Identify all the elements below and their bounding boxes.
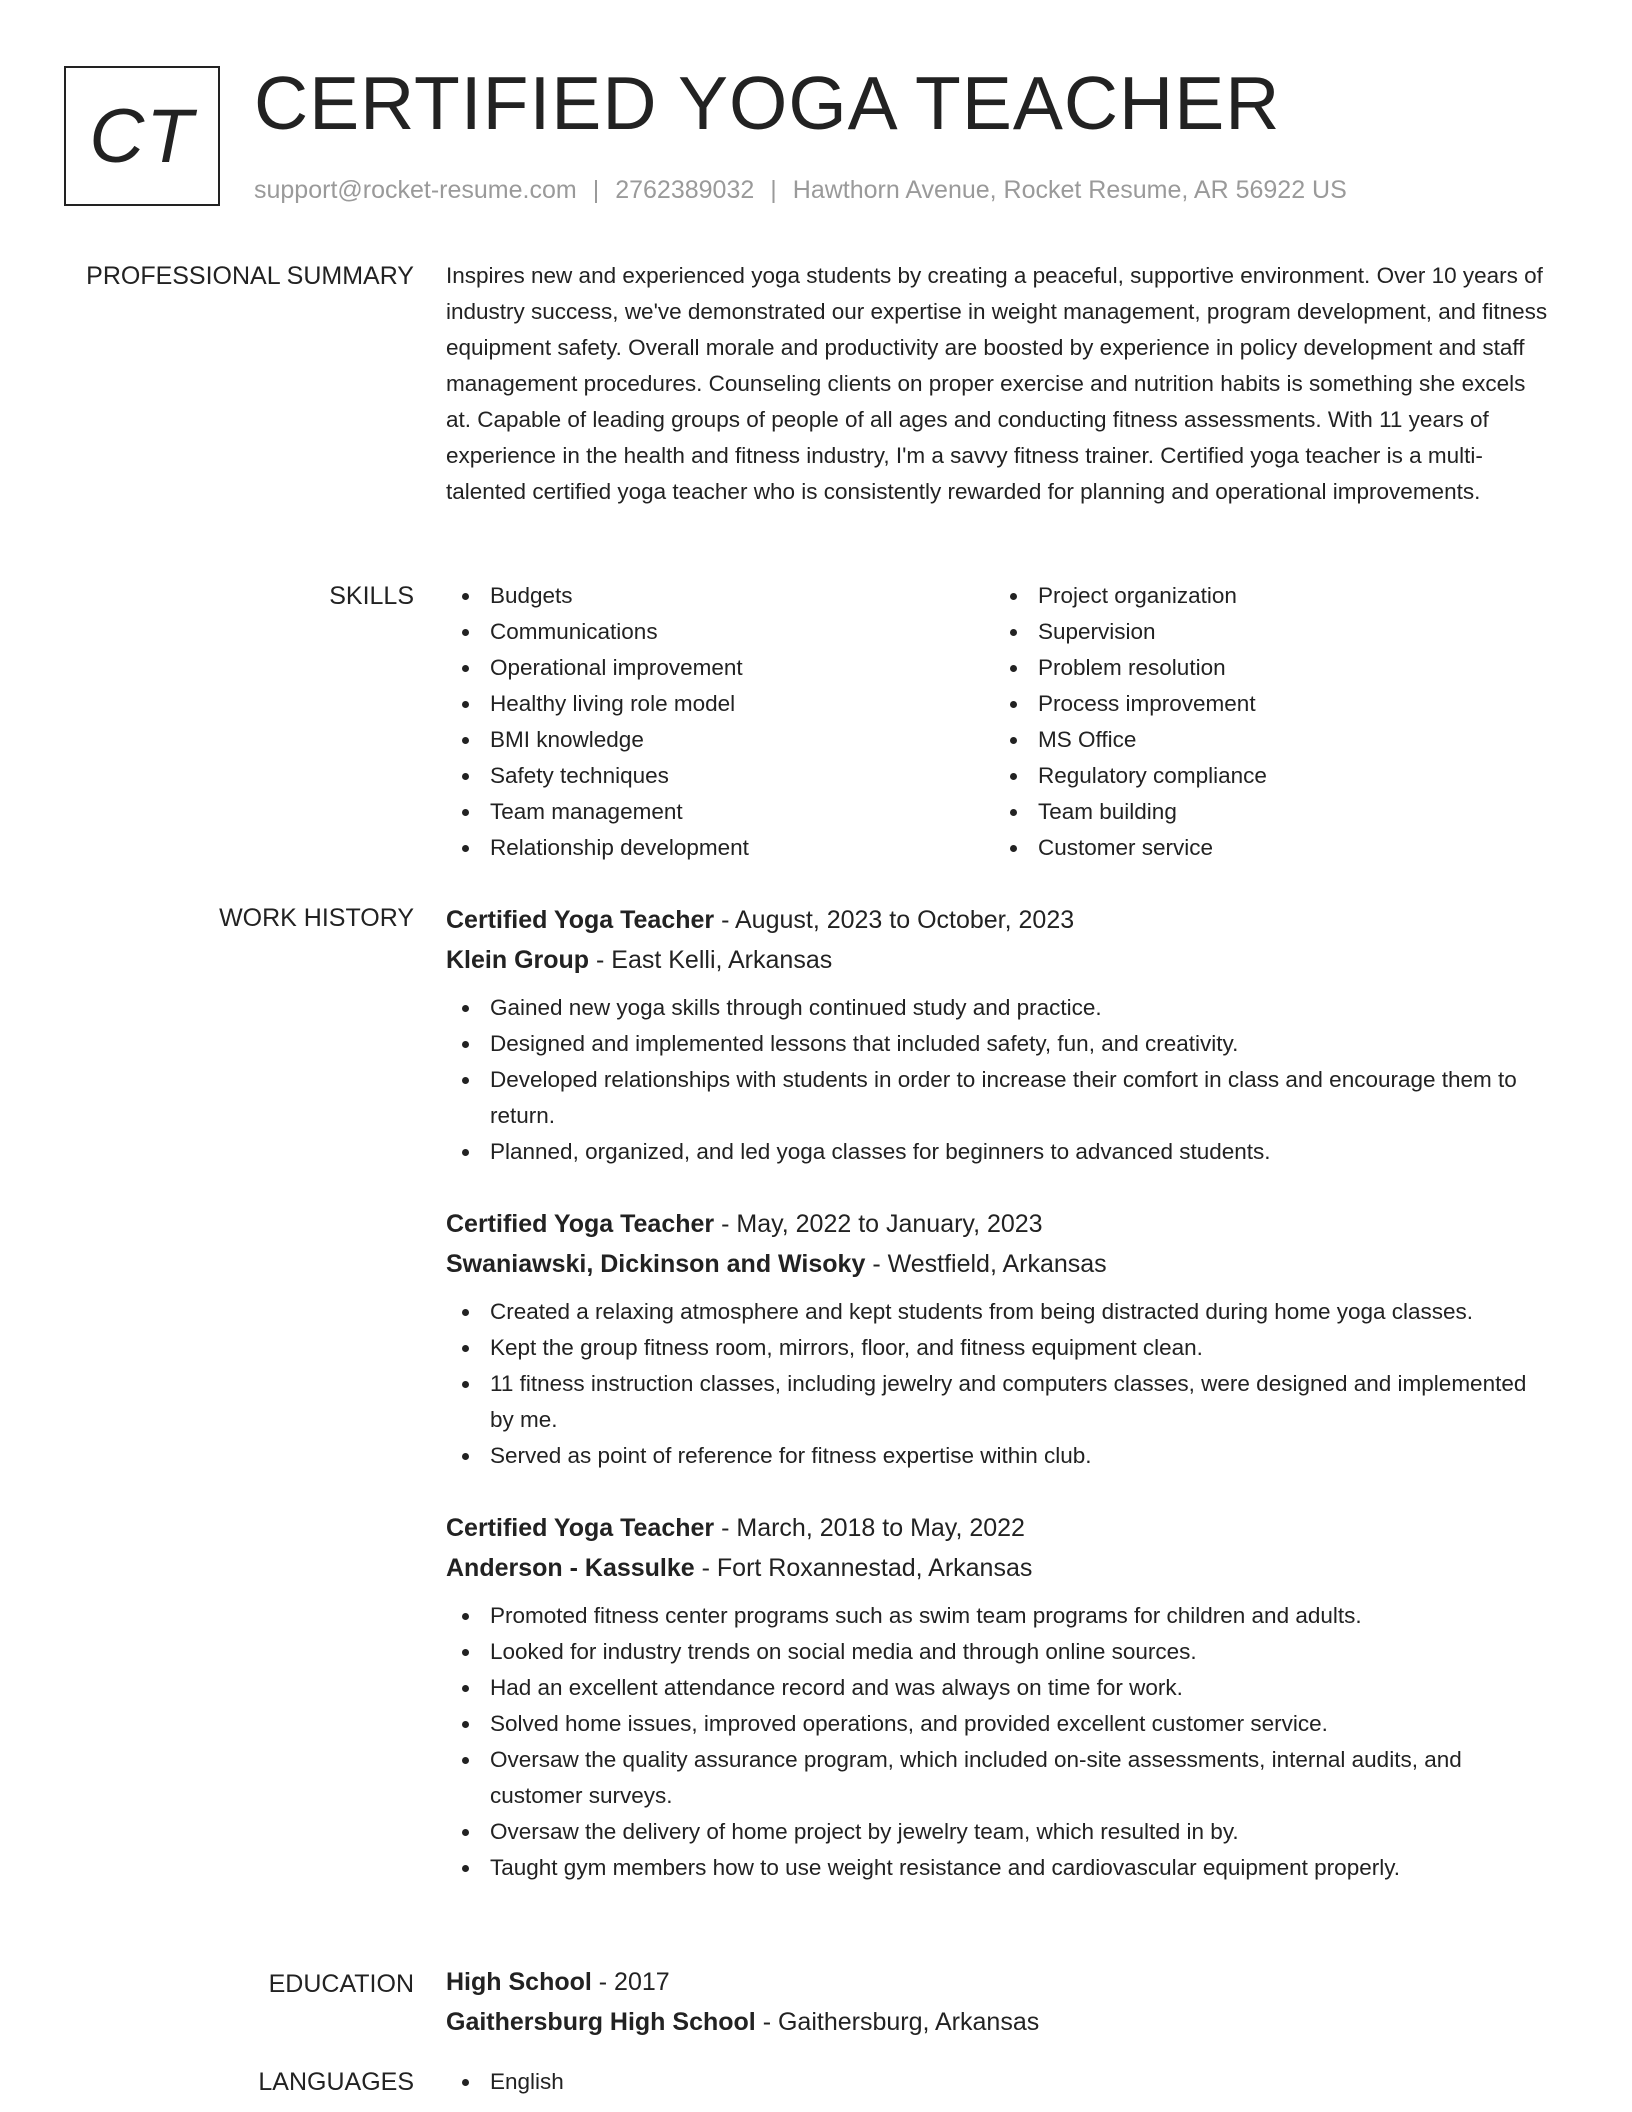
job-bullet: Gained new yoga skills through continued study and practice. [446, 990, 1556, 1026]
education-section [446, 1962, 1556, 2042]
job-location: - East Kelli, Arkansas [596, 946, 833, 974]
skill-item: Team building [994, 794, 1542, 830]
job-entry [446, 1204, 1556, 1474]
contact-email: support@rocket-resume.com [254, 176, 577, 204]
work-history-section [446, 900, 1556, 1886]
job-dates: - May, 2022 to January, 2023 [721, 1210, 1043, 1238]
education-school-line [446, 2002, 1556, 2042]
job-entry [446, 1508, 1556, 1886]
job-bullet: Had an excellent attendance record and was always on time for work. [446, 1670, 1556, 1706]
job-entry [446, 900, 1556, 1170]
job-bullet: Planned, organized, and led yoga classes for beginners to advanced students. [446, 1134, 1556, 1170]
job-bullet: Created a relaxing atmosphere and kept students from being distracted during home yoga classes. [446, 1294, 1556, 1330]
job-bullet: Designed and implemented lessons that included safety, fun, and creativity. [446, 1026, 1556, 1062]
skills-grid [446, 578, 1556, 866]
job-bullets [446, 990, 1556, 1170]
skill-item: MS Office [994, 722, 1542, 758]
job-location: - Westfield, Arkansas [872, 1250, 1107, 1278]
job-dates: - March, 2018 to May, 2022 [721, 1514, 1025, 1542]
contact-separator: | [592, 176, 600, 204]
skill-item: Customer service [994, 830, 1542, 866]
skill-item: Relationship development [446, 830, 994, 866]
job-title-line [446, 900, 1556, 940]
education-heading: EDUCATION [268, 1970, 414, 1998]
job-bullet: Solved home issues, improved operations, and provided excellent customer service. [446, 1706, 1556, 1742]
job-dates: - August, 2023 to October, 2023 [721, 906, 1075, 934]
skill-item: Healthy living role model [446, 686, 994, 722]
job-bullet: 11 fitness instruction classes, including jewelry and computers classes, were designed and implemented by me. [446, 1366, 1556, 1438]
job-bullet: Looked for industry trends on social media and through online sources. [446, 1634, 1556, 1670]
education-year: - 2017 [598, 1968, 670, 1996]
skill-item: Budgets [446, 578, 994, 614]
job-company-line [446, 1548, 1556, 1588]
education-school: Gaithersburg High School [446, 2008, 756, 2036]
job-company: Anderson - Kassulke [446, 1554, 695, 1582]
job-bullet: Developed relationships with students in order to increase their comfort in class and encourage them to return. [446, 1062, 1556, 1134]
job-bullet: Oversaw the delivery of home project by jewelry team, which resulted in by. [446, 1814, 1556, 1850]
skill-item: Supervision [994, 614, 1542, 650]
job-bullet: Kept the group fitness room, mirrors, floor, and fitness equipment clean. [446, 1330, 1556, 1366]
skills-heading: SKILLS [329, 582, 414, 610]
languages-section [446, 2064, 1556, 2100]
job-bullet: Served as point of reference for fitness expertise within club. [446, 1438, 1556, 1474]
summary-section [446, 258, 1556, 510]
job-bullet: Promoted fitness center programs such as swim team programs for children and adults. [446, 1598, 1556, 1634]
skill-item: Problem resolution [994, 650, 1542, 686]
monogram-box [64, 66, 220, 206]
job-title: Certified Yoga Teacher [446, 906, 715, 934]
skill-item: Team management [446, 794, 994, 830]
contact-address: Hawthorn Avenue, Rocket Resume, AR 56922 US [792, 176, 1347, 204]
skill-item: Project organization [994, 578, 1542, 614]
skills-right-column [994, 578, 1542, 866]
education-location: - Gaithersburg, Arkansas [762, 2008, 1040, 2036]
contact-line [254, 172, 1347, 208]
skills-left-column [446, 578, 994, 866]
skills-section [446, 578, 1556, 866]
language-item: English [446, 2064, 1556, 2100]
languages-list [446, 2064, 1556, 2100]
job-bullets [446, 1294, 1556, 1474]
languages-heading: LANGUAGES [258, 2068, 414, 2096]
job-company: Klein Group [446, 946, 590, 974]
job-company-line [446, 1244, 1556, 1284]
monogram-initials: CT [89, 93, 195, 179]
job-title-line [446, 1204, 1556, 1244]
skill-item: Operational improvement [446, 650, 994, 686]
skill-item: Regulatory compliance [994, 758, 1542, 794]
skill-item: Process improvement [994, 686, 1542, 722]
summary-heading: PROFESSIONAL SUMMARY [86, 262, 414, 290]
job-company-line [446, 940, 1556, 980]
skill-item: Safety techniques [446, 758, 994, 794]
job-location: - Fort Roxannestad, Arkansas [701, 1554, 1033, 1582]
job-bullet: Oversaw the quality assurance program, which included on-site assessments, internal audits, and customer surveys. [446, 1742, 1556, 1814]
job-title: Certified Yoga Teacher [446, 1514, 715, 1542]
education-degree: High School [446, 1968, 592, 1996]
job-bullets [446, 1598, 1556, 1886]
job-title-line [446, 1508, 1556, 1548]
job-title: Certified Yoga Teacher [446, 1210, 715, 1238]
skill-item: Communications [446, 614, 994, 650]
summary-text: Inspires new and experienced yoga students by creating a peaceful, supportive environment. Over 10 years of industry success, we've demonstrated our expertise in weight management, program development, and fitness equipment safety. Overall morale and productivity are boosted by experience in policy development and staff management procedures. Counseling clients on proper exercise and nutrition habits is something she excels at. Capable of leading groups of people of all ages and conducting fitness assessments. With 11 years of experience in the health and fitness industry, I'm a savvy fitness trainer. Certified yoga teacher is a multi-talented certified yoga teacher who is consistently rewarded for planning and operational improvements. [446, 263, 1548, 504]
resume-name: CERTIFIED YOGA TEACHER [254, 61, 1281, 145]
job-company: Swaniawski, Dickinson and Wisoky [446, 1250, 866, 1278]
education-degree-line [446, 1962, 1556, 2002]
contact-phone: 2762389032 [615, 176, 755, 204]
work-history-heading: WORK HISTORY [219, 904, 414, 932]
contact-separator: | [770, 176, 777, 204]
job-bullet: Taught gym members how to use weight resistance and cardiovascular equipment properly. [446, 1850, 1556, 1886]
skill-item: BMI knowledge [446, 722, 994, 758]
